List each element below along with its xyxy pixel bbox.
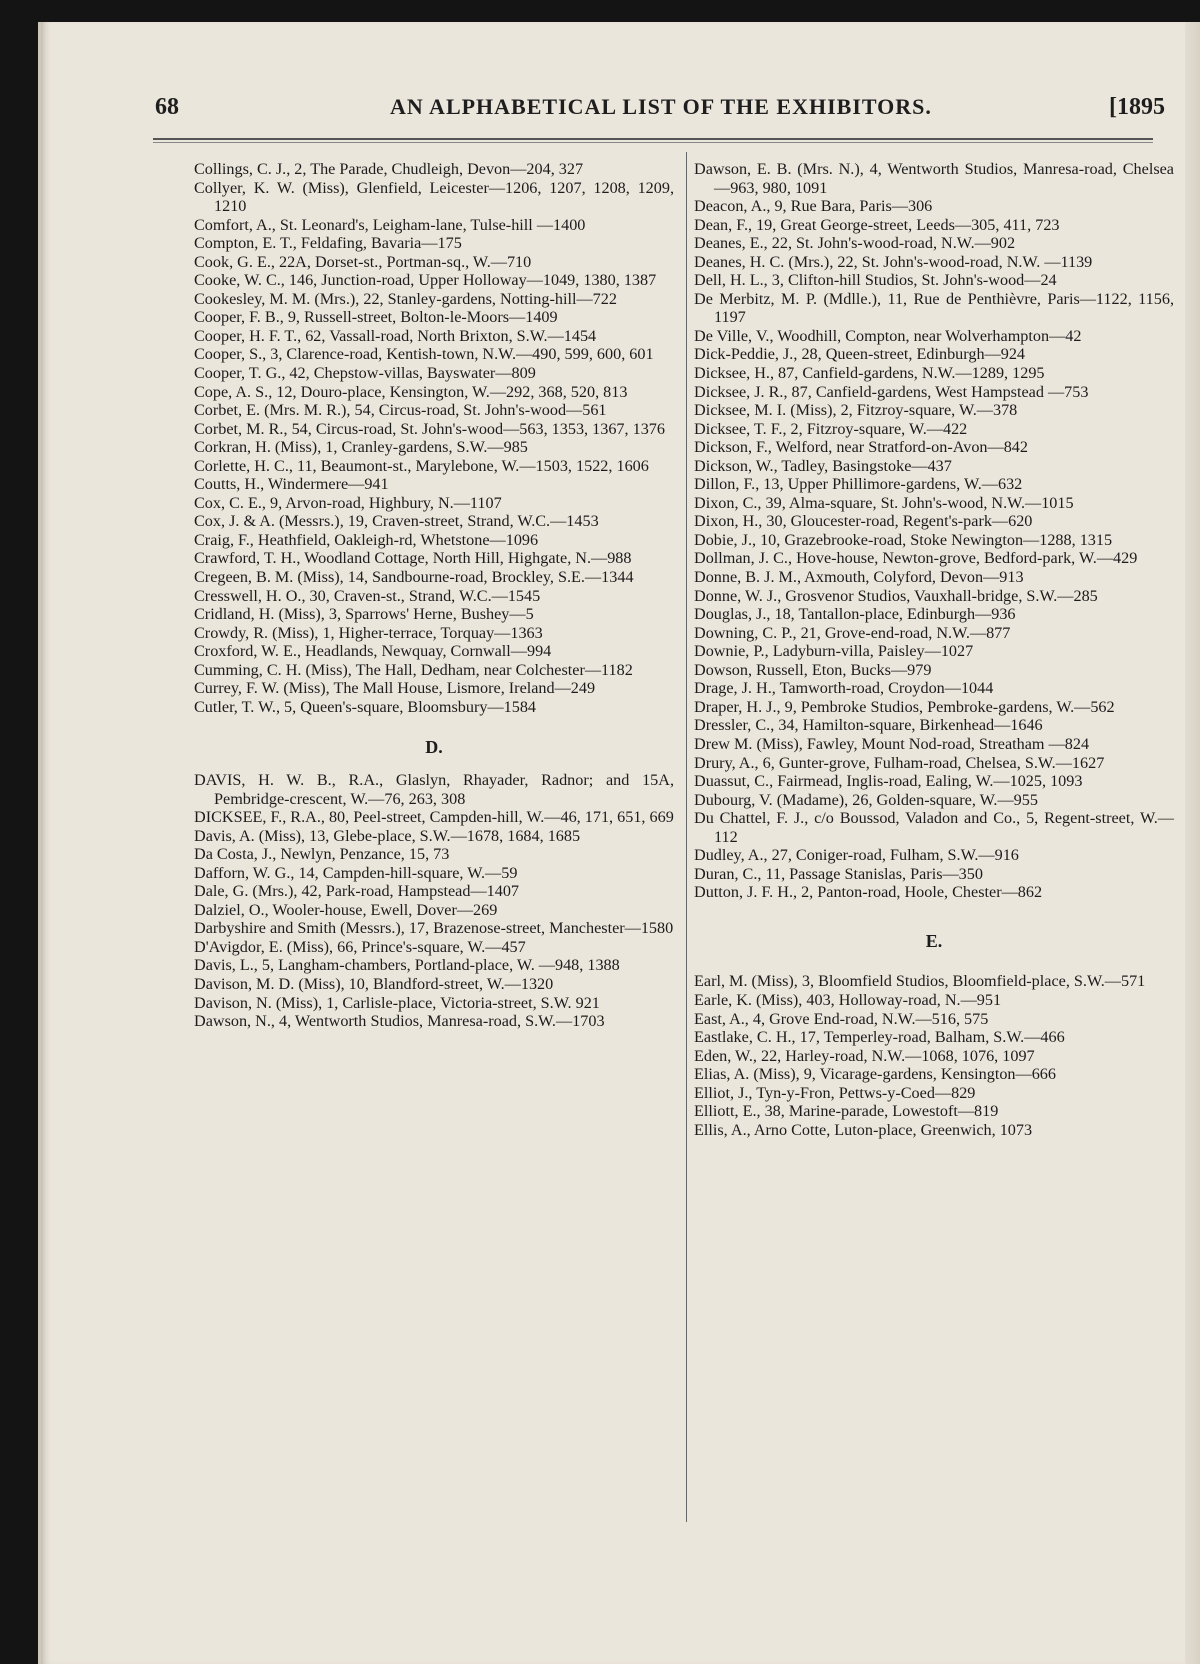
exhibitor-entry: Douglas, J., 18, Tantallon-place, Edinburgh—936 bbox=[694, 605, 1016, 624]
exhibitor-entry: Dixon, H., 30, Gloucester-road, Regent's-park—620 bbox=[694, 512, 1033, 531]
exhibitor-entry: East, A., 4, Grove End-road, N.W.—516, 575 bbox=[694, 1009, 989, 1028]
exhibitor-entry: Drage, J. H., Tamworth-road, Croydon—1044 bbox=[694, 679, 994, 698]
exhibitor-entry: Collings, C. J., 2, The Parade, Chudleigh, Devon—204, 327 bbox=[194, 160, 584, 178]
exhibitor-entry: Corbet, E. (Mrs. M. R.), 54, Circus-road, St. John's-wood—561 bbox=[194, 401, 607, 420]
exhibitor-entry: DICKSEE, F., R.A., 80, Peel-street, Campden-hill, W.—46, 171, 651, 669 bbox=[194, 808, 674, 827]
exhibitor-entry: Crawford, T. H., Woodland Cottage, North Hill, Highgate, N.—988 bbox=[194, 549, 632, 568]
exhibitor-entry: Elliott, E., 38, Marine-parade, Lowestoft—819 bbox=[694, 1102, 999, 1121]
page-year: [1895 bbox=[1109, 94, 1165, 120]
exhibitor-entry: Cumming, C. H. (Miss), The Hall, Dedham, near Colchester—1182 bbox=[194, 660, 633, 679]
exhibitor-entry: Dickson, F., Welford, near Stratford-on-Avon—842 bbox=[694, 438, 1028, 457]
exhibitor-entry: Davison, M. D. (Miss), 10, Blandford-street, W.—1320 bbox=[194, 974, 554, 993]
exhibitor-entry: Dean, F., 19, Great George-street, Leeds—305, 411, 723 bbox=[694, 215, 1060, 234]
exhibitor-entry: Cox, C. E., 9, Arvon-road, Highbury, N.—1107 bbox=[194, 493, 502, 512]
exhibitor-entry: Du Chattel, F. J., c/o Boussod, Valadon and Co., 5, Regent-street, W.—112 bbox=[694, 809, 1174, 846]
exhibitor-entry: Comfort, A., St. Leonard's, Leigham-lane, Tulse-hill —1400 bbox=[194, 215, 586, 234]
exhibitor-entry: Downie, P., Ladyburn-villa, Paisley—1027 bbox=[694, 642, 974, 661]
exhibitor-entry: De Merbitz, M. P. (Mdlle.), 11, Rue de Penthièvre, Paris—1122, 1156, 1197 bbox=[694, 289, 1174, 327]
exhibitor-entry: Corbet, M. R., 54, Circus-road, St. John's-wood—563, 1353, 1367, 1376 bbox=[194, 419, 665, 438]
entries-d-right bbox=[694, 160, 1174, 902]
exhibitor-entry: Dollman, J. C., Hove-house, Newton-grove, Bedford-park, W.—429 bbox=[694, 549, 1138, 568]
exhibitor-entry: Dudley, A., 27, Coniger-road, Fulham, S.W.—916 bbox=[694, 846, 1019, 865]
exhibitor-entry: Dale, G. (Mrs.), 42, Park-road, Hampstead—1407 bbox=[194, 882, 520, 901]
exhibitor-entry: Cresswell, H. O., 30, Craven-st., Strand, W.C.—1545 bbox=[194, 586, 541, 605]
exhibitor-entry: Deacon, A., 9, Rue Bara, Paris—306 bbox=[694, 197, 933, 216]
exhibitor-entry: Crowdy, R. (Miss), 1, Higher-terrace, Torquay—1363 bbox=[194, 623, 543, 642]
exhibitor-entry: De Ville, V., Woodhill, Compton, near Wolverhampton—42 bbox=[694, 326, 1082, 345]
exhibitor-entry: Davis, A. (Miss), 13, Glebe-place, S.W.—1678, 1684, 1685 bbox=[194, 826, 581, 845]
exhibitor-entry: Eden, W., 22, Harley-road, N.W.—1068, 1076, 1097 bbox=[694, 1046, 1035, 1065]
exhibitor-entry: Earle, K. (Miss), 403, Holloway-road, N.—951 bbox=[694, 990, 1002, 1009]
exhibitor-entry: Dell, H. L., 3, Clifton-hill Studios, St. John's-wood—24 bbox=[694, 271, 1057, 290]
exhibitor-entry: Dicksee, H., 87, Canfield-gardens, N.W.—1289, 1295 bbox=[694, 364, 1045, 383]
exhibitor-entry: Darbyshire and Smith (Messrs.), 17, Brazenose-street, Manchester—1580 bbox=[194, 919, 674, 938]
exhibitor-entry: Cox, J. & A. (Messrs.), 19, Craven-street, Strand, W.C.—1453 bbox=[194, 512, 599, 531]
exhibitor-entry: Davis, L., 5, Langham-chambers, Portland-place, W. —948, 1388 bbox=[194, 956, 620, 975]
exhibitor-entry: Eastlake, C. H., 17, Temperley-road, Balham, S.W.—466 bbox=[694, 1028, 1065, 1047]
exhibitor-entry: Donne, W. J., Grosvenor Studios, Vauxhall-bridge, S.W.—285 bbox=[694, 586, 1098, 605]
exhibitor-entry: Cutler, T. W., 5, Queen's-square, Bloomsbury—1584 bbox=[194, 697, 537, 716]
exhibitor-entry: Draper, H. J., 9, Pembroke Studios, Pembroke-gardens, W.—562 bbox=[694, 697, 1115, 716]
exhibitor-entry: Dutton, J. F. H., 2, Panton-road, Hoole, Chester—862 bbox=[694, 883, 1043, 902]
header-rule bbox=[153, 138, 1153, 143]
entries-c bbox=[194, 160, 674, 716]
exhibitor-entry: Deanes, E., 22, St. John's-wood-road, N.W.—902 bbox=[694, 234, 1016, 253]
exhibitor-entry: Dicksee, J. R., 87, Canfield-gardens, West Hampstead —753 bbox=[694, 382, 1089, 401]
section-heading-d: D. bbox=[425, 737, 443, 758]
exhibitor-entry: Deanes, H. C. (Mrs.), 22, St. John's-wood-road, N.W. —1139 bbox=[694, 252, 1093, 271]
exhibitor-entry: Dressler, C., 34, Hamilton-square, Birkenhead—1646 bbox=[694, 716, 1043, 735]
exhibitor-entry: Cope, A. S., 12, Douro-place, Kensington, W.—292, 368, 520, 813 bbox=[194, 382, 628, 401]
exhibitor-entry: Elias, A. (Miss), 9, Vicarage-gardens, Kensington—666 bbox=[694, 1065, 1056, 1084]
exhibitor-entry: Ellis, A., Arno Cotte, Luton-place, Greenwich, 1073 bbox=[694, 1120, 1033, 1139]
exhibitor-entry: Cooper, S., 3, Clarence-road, Kentish-town, N.W.—490, 599, 600, 601 bbox=[194, 345, 654, 364]
exhibitor-entry: Dicksee, T. F., 2, Fitzroy-square, W.—422 bbox=[694, 419, 968, 438]
exhibitor-entry: Corkran, H. (Miss), 1, Cranley-gardens, S.W.—985 bbox=[194, 438, 528, 457]
right-column bbox=[694, 160, 1174, 1139]
exhibitor-entry: Dawson, N., 4, Wentworth Studios, Manresa-road, S.W.—1703 bbox=[194, 1012, 605, 1031]
exhibitor-entry: Dowson, Russell, Eton, Bucks—979 bbox=[694, 660, 932, 679]
exhibitor-entry: Dickson, W., Tadley, Basingstoke—437 bbox=[694, 456, 952, 475]
exhibitor-entry: Cooke, W. C., 146, Junction-road, Upper Holloway—1049, 1380, 1387 bbox=[194, 271, 657, 290]
exhibitor-entry: Elliot, J., Tyn-y-Fron, Pettws-y-Coed—829 bbox=[694, 1083, 976, 1102]
entries-e bbox=[694, 972, 1174, 1139]
exhibitor-entry: Cridland, H. (Miss), 3, Sparrows' Herne, Bushey—5 bbox=[194, 605, 534, 624]
exhibitor-entry: Cook, G. E., 22A, Dorset-st., Portman-sq., W.—710 bbox=[194, 252, 532, 271]
exhibitor-entry: Drew M. (Miss), Fawley, Mount Nod-road, Streatham —824 bbox=[694, 734, 1090, 753]
exhibitor-entry: DAVIS, H. W. B., R.A., Glaslyn, Rhayader, Radnor; and 15A, Pembridge-crescent, W.—76, 263, 308 bbox=[194, 770, 674, 808]
exhibitor-entry: Collyer, K. W. (Miss), Glenfield, Leicester—1206, 1207, 1208, 1209, 1210 bbox=[194, 178, 674, 216]
exhibitor-entry: Cooper, T. G., 42, Chepstow-villas, Bayswater—809 bbox=[194, 364, 536, 383]
exhibitor-entry: Dubourg, V. (Madame), 26, Golden-square, W.—955 bbox=[694, 790, 1038, 809]
exhibitor-entry: Cregeen, B. M. (Miss), 14, Sandbourne-road, Brockley, S.E.—1344 bbox=[194, 568, 634, 587]
running-header bbox=[155, 94, 1165, 134]
exhibitor-entry: Currey, F. W. (Miss), The Mall House, Lismore, Ireland—249 bbox=[194, 679, 596, 698]
exhibitor-entry: Dobie, J., 10, Grazebrooke-road, Stoke Newington—1288, 1315 bbox=[694, 530, 1113, 549]
exhibitor-entry: Davison, N. (Miss), 1, Carlisle-place, Victoria-street, S.W. 921 bbox=[194, 993, 600, 1012]
exhibitor-entry: Coutts, H., Windermere—941 bbox=[194, 475, 389, 494]
exhibitor-entry: Dicksee, M. I. (Miss), 2, Fitzroy-square, W.—378 bbox=[694, 401, 1018, 420]
exhibitor-entry: Duassut, C., Fairmead, Inglis-road, Ealing, W.—1025, 1093 bbox=[694, 772, 1083, 791]
exhibitor-entry: Downing, C. P., 21, Grove-end-road, N.W.—877 bbox=[694, 623, 1011, 642]
page-title: AN ALPHABETICAL LIST OF THE EXHIBITORS. bbox=[390, 94, 932, 119]
exhibitor-entry: Cooper, H. F. T., 62, Vassall-road, North Brixton, S.W.—1454 bbox=[194, 326, 597, 345]
exhibitor-entry: Dalziel, O., Wooler-house, Ewell, Dover—269 bbox=[194, 900, 498, 919]
exhibitor-entry: Dillon, F., 13, Upper Phillimore-gardens, W.—632 bbox=[694, 475, 1023, 494]
exhibitor-entry: Craig, F., Heathfield, Oakleigh-rd, Whetstone—1096 bbox=[194, 530, 539, 549]
exhibitor-entry: Cooper, F. B., 9, Russell-street, Bolton-le-Moors—1409 bbox=[194, 308, 558, 327]
exhibitor-entry: Earl, M. (Miss), 3, Bloomfield Studios, Bloomfield-place, S.W.—571 bbox=[694, 972, 1146, 991]
page-number: 68 bbox=[155, 94, 179, 120]
exhibitor-entry: Dixon, C., 39, Alma-square, St. John's-wood, N.W.—1015 bbox=[694, 493, 1074, 512]
exhibitor-entry: Compton, E. T., Feldafing, Bavaria—175 bbox=[194, 234, 462, 253]
exhibitor-entry: Duran, C., 11, Passage Stanislas, Paris—350 bbox=[694, 864, 983, 883]
entries-d-left bbox=[194, 771, 674, 1031]
left-column bbox=[194, 160, 674, 1031]
exhibitor-entry: D'Avigdor, E. (Miss), 66, Prince's-square, W.—457 bbox=[194, 937, 526, 956]
exhibitor-entry: Da Costa, J., Newlyn, Penzance, 15, 73 bbox=[194, 845, 450, 864]
exhibitor-entry: Dick-Peddie, J., 28, Queen-street, Edinburgh—924 bbox=[694, 345, 1026, 364]
exhibitor-entry: Cookesley, M. M. (Mrs.), 22, Stanley-gardens, Notting-hill—722 bbox=[194, 289, 617, 308]
exhibitor-entry: Dafforn, W. G., 14, Campden-hill-square, W.—59 bbox=[194, 863, 518, 882]
exhibitor-entry: Corlette, H. C., 11, Beaumont-st., Marylebone, W.—1503, 1522, 1606 bbox=[194, 456, 649, 475]
page-edge bbox=[1185, 22, 1200, 1664]
exhibitor-entry: Dawson, E. B. (Mrs. N.), 4, Wentworth Studios, Manresa-road, Chelsea—963, 980, 1091 bbox=[694, 160, 1174, 197]
column-divider bbox=[686, 152, 687, 1522]
exhibitor-entry: Donne, B. J. M., Axmouth, Colyford, Devon—913 bbox=[694, 568, 1024, 587]
exhibitor-entry: Drury, A., 6, Gunter-grove, Fulham-road, Chelsea, S.W.—1627 bbox=[694, 753, 1105, 772]
exhibitor-entry: Croxford, W. E., Headlands, Newquay, Cornwall—994 bbox=[194, 642, 552, 661]
section-heading-e: E. bbox=[925, 930, 943, 951]
